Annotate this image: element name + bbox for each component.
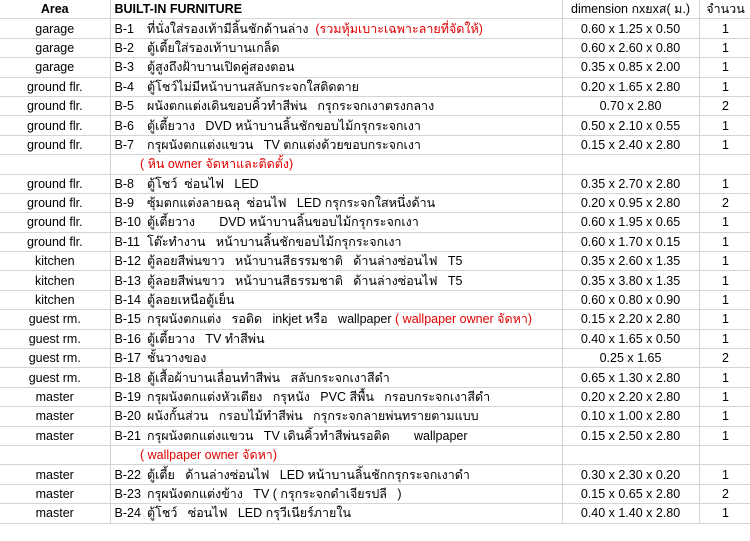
- dimension-cell[interactable]: 0.30 x 2.30 x 0.20: [562, 465, 699, 484]
- description-text: ตู้โชว์ ซ่อนไฟ LED: [147, 176, 259, 191]
- table-row: [0, 232, 750, 251]
- table-row: [0, 252, 750, 271]
- quantity-cell[interactable]: 1: [699, 58, 750, 77]
- table-row: [0, 329, 750, 348]
- dimension-cell[interactable]: 0.35 x 3.80 x 1.35: [562, 271, 699, 290]
- quantity-cell[interactable]: 1: [699, 271, 750, 290]
- header-title[interactable]: BUILT-IN FURNITURE: [110, 0, 562, 19]
- header-area[interactable]: Area: [0, 0, 110, 19]
- description-cell[interactable]: [145, 252, 562, 271]
- area-cell[interactable]: ground flr.: [0, 116, 110, 135]
- quantity-cell[interactable]: 1: [699, 465, 750, 484]
- area-cell[interactable]: ground flr.: [0, 135, 110, 154]
- description-cell[interactable]: [145, 232, 562, 251]
- area-cell[interactable]: guest rm.: [0, 329, 110, 348]
- table-row: [0, 290, 750, 309]
- note-cell[interactable]: ( wallpaper owner จัดหา): [140, 445, 557, 464]
- area-cell[interactable]: ground flr.: [0, 96, 110, 115]
- dimension-cell[interactable]: 0.15 x 2.50 x 2.80: [562, 426, 699, 445]
- description-cell[interactable]: [145, 19, 562, 38]
- description-cell[interactable]: [145, 290, 562, 309]
- description-text: ตู้สูงถึงฝ้าบานเปิดคู่สองตอน: [147, 60, 295, 75]
- quantity-cell[interactable]: 1: [699, 19, 750, 38]
- description-cell[interactable]: [145, 77, 562, 96]
- dimension-cell[interactable]: 0.35 x 2.60 x 1.35: [562, 252, 699, 271]
- description-text: โต๊ะทำงาน หน้าบานลิ้นชักขอบไม้กรุกระจกเงา: [147, 234, 402, 249]
- description-text: ตู้เตี้ยวาง TV ทำสีพ่น: [147, 331, 265, 346]
- area-cell[interactable]: ground flr.: [0, 174, 110, 193]
- quantity-cell[interactable]: 1: [699, 135, 750, 154]
- code-cell[interactable]: B-7: [110, 135, 145, 154]
- quantity-cell[interactable]: 1: [699, 174, 750, 193]
- empty-cell[interactable]: [562, 155, 699, 174]
- quantity-cell[interactable]: 1: [699, 77, 750, 96]
- quantity-cell[interactable]: 2: [699, 96, 750, 115]
- empty-cell[interactable]: [699, 155, 750, 174]
- table-row: [0, 174, 750, 193]
- area-cell[interactable]: ground flr.: [0, 77, 110, 96]
- description-cell[interactable]: [145, 368, 562, 387]
- table-row: [0, 19, 750, 38]
- description-text: กรุผนังตกแต่งแขวน TV ตกแต่งด้วยขอบกระจกเงา: [147, 137, 421, 152]
- code-cell[interactable]: B-12: [110, 252, 145, 271]
- code-cell[interactable]: B-1: [110, 19, 145, 38]
- dimension-cell[interactable]: 0.10 x 1.00 x 2.80: [562, 407, 699, 426]
- empty-cell[interactable]: [0, 445, 110, 464]
- description-text: ตู้ลอยสีพ่นขาว หน้าบานสีธรรมชาติ ด้านล่างซ่อนไฟ T5: [147, 273, 463, 288]
- note-row: [0, 155, 750, 174]
- quantity-cell[interactable]: 1: [699, 232, 750, 251]
- description-cell[interactable]: [145, 193, 562, 212]
- code-cell[interactable]: B-19: [110, 387, 145, 406]
- description-text: ตู้เตี้ยใส่รองเท้าบานเกล็ด: [147, 40, 280, 55]
- table-row: [0, 116, 750, 135]
- code-cell[interactable]: B-10: [110, 213, 145, 232]
- description-text: ตู้ลอยสีพ่นขาว หน้าบานสีธรรมชาติ ด้านล่างซ่อนไฟ T5: [147, 254, 463, 269]
- area-cell[interactable]: master: [0, 484, 110, 503]
- code-cell[interactable]: B-20: [110, 407, 145, 426]
- quantity-cell[interactable]: 1: [699, 329, 750, 348]
- description-cell[interactable]: [145, 349, 562, 368]
- red-note-text: ( wallpaper owner จัดหา): [391, 312, 533, 327]
- quantity-cell[interactable]: 1: [699, 213, 750, 232]
- code-cell[interactable]: B-8: [110, 174, 145, 193]
- red-note-text: (รวมหุ้มเบาะเฉพาะลายที่จัดให้): [315, 21, 483, 36]
- quantity-cell[interactable]: 1: [699, 252, 750, 271]
- dimension-cell[interactable]: 0.35 x 2.70 x 2.80: [562, 174, 699, 193]
- description-cell[interactable]: [145, 58, 562, 77]
- dimension-cell[interactable]: 0.60 x 1.70 x 0.15: [562, 232, 699, 251]
- area-cell[interactable]: master: [0, 426, 110, 445]
- description-cell[interactable]: [145, 407, 562, 426]
- dimension-cell[interactable]: 0.65 x 1.30 x 2.80: [562, 368, 699, 387]
- description-text: ที่นั่งใส่รองเท้ามีลิ้นชักด้านล่าง: [147, 21, 316, 36]
- code-cell[interactable]: B-4: [110, 77, 145, 96]
- description-cell[interactable]: [145, 271, 562, 290]
- code-cell[interactable]: B-23: [110, 484, 145, 503]
- code-cell[interactable]: B-14: [110, 290, 145, 309]
- area-cell[interactable]: guest rm.: [0, 349, 110, 368]
- code-cell[interactable]: B-3: [110, 58, 145, 77]
- table-row: [0, 193, 750, 212]
- table-row: [0, 465, 750, 484]
- area-cell[interactable]: master: [0, 407, 110, 426]
- area-cell[interactable]: master: [0, 504, 110, 523]
- table-row: [0, 504, 750, 523]
- dimension-cell[interactable]: 0.20 x 0.95 x 2.80: [562, 193, 699, 212]
- description-text: ตู้เตี้ย ด้านล่างซ่อนไฟ LED หน้าบานลิ้นชักกรุกระจกเงาดำ: [147, 467, 470, 482]
- description-text: ตู้โชว์ไม่มีหน้าบานสลับกระจกใสติดตาย: [147, 79, 359, 94]
- dimension-cell[interactable]: 0.40 x 1.65 x 0.50: [562, 329, 699, 348]
- description-cell[interactable]: [145, 426, 562, 445]
- table-row: [0, 484, 750, 503]
- description-text: ตู้ลอยเหนือตู้เย็น: [147, 293, 235, 308]
- table-row: [0, 407, 750, 426]
- code-cell[interactable]: B-11: [110, 232, 145, 251]
- area-cell[interactable]: garage: [0, 38, 110, 57]
- description-cell[interactable]: [145, 174, 562, 193]
- code-cell[interactable]: B-6: [110, 116, 145, 135]
- dimension-cell[interactable]: 0.60 x 2.60 x 0.80: [562, 38, 699, 57]
- table-row: [0, 38, 750, 57]
- dimension-cell[interactable]: 0.60 x 1.95 x 0.65: [562, 213, 699, 232]
- quantity-cell[interactable]: 1: [699, 290, 750, 309]
- quantity-cell[interactable]: 1: [699, 116, 750, 135]
- area-cell[interactable]: ground flr.: [0, 232, 110, 251]
- description-text: ตู้โชว์ ซ่อนไฟ LED กรุวีเนียร์ภายใน: [147, 506, 352, 521]
- quantity-cell[interactable]: 1: [699, 38, 750, 57]
- area-cell[interactable]: guest rm.: [0, 368, 110, 387]
- code-cell[interactable]: B-24: [110, 504, 145, 523]
- header-qty[interactable]: จำนวน: [699, 0, 750, 19]
- code-cell[interactable]: B-15: [110, 310, 145, 329]
- empty-cell[interactable]: [699, 445, 750, 464]
- description-cell[interactable]: [145, 387, 562, 406]
- table-row: [0, 426, 750, 445]
- area-cell[interactable]: master: [0, 387, 110, 406]
- description-text: กรุผนังตกแต่ง รอติด inkjet หรือ wallpaper: [147, 312, 392, 327]
- table-row: [0, 349, 750, 368]
- description-text: ผนังตกแต่งเดินขอบคิ้วทำสีพ่น กรุกระจกเงาตรงกลาง: [147, 99, 435, 114]
- quantity-cell[interactable]: 1: [699, 310, 750, 329]
- area-cell[interactable]: kitchen: [0, 252, 110, 271]
- code-cell[interactable]: B-9: [110, 193, 145, 212]
- description-cell[interactable]: [145, 465, 562, 484]
- table-row: [0, 77, 750, 96]
- quantity-cell[interactable]: 1: [699, 368, 750, 387]
- description-text: ผนังกั้นส่วน กรอบไม้ทำสีพ่น กรุกระจกลายพ่นทรายตามแบบ: [147, 409, 479, 424]
- area-cell[interactable]: kitchen: [0, 271, 110, 290]
- dimension-cell[interactable]: 0.60 x 1.25 x 0.50: [562, 19, 699, 38]
- description-cell[interactable]: [145, 96, 562, 115]
- quantity-cell[interactable]: 2: [699, 193, 750, 212]
- dimension-cell[interactable]: 0.40 x 1.40 x 2.80: [562, 504, 699, 523]
- dimension-cell[interactable]: 0.60 x 0.80 x 0.90: [562, 290, 699, 309]
- description-text: ชั้นวางของ: [147, 351, 207, 366]
- quantity-cell[interactable]: 1: [699, 426, 750, 445]
- description-cell[interactable]: [145, 484, 562, 503]
- table-row: [0, 96, 750, 115]
- code-cell[interactable]: B-22: [110, 465, 145, 484]
- description-text: ตู้เตี้ยวาง DVD หน้าบานลิ้นชักขอบไม้กรุกระจกเงา: [147, 118, 421, 133]
- description-text: ตู้เตี้ยวาง DVD หน้าบานลิ้นขอบไม้กรุกระจกเงา: [147, 215, 419, 230]
- code-cell[interactable]: B-5: [110, 96, 145, 115]
- table-row: [0, 387, 750, 406]
- description-cell[interactable]: [145, 213, 562, 232]
- quantity-cell[interactable]: 2: [699, 349, 750, 368]
- dimension-cell[interactable]: 0.50 x 2.10 x 0.55: [562, 116, 699, 135]
- empty-cell[interactable]: [0, 155, 110, 174]
- description-cell[interactable]: [145, 504, 562, 523]
- empty-cell[interactable]: [562, 445, 699, 464]
- code-cell[interactable]: B-2: [110, 38, 145, 57]
- description-cell[interactable]: [145, 310, 562, 329]
- table-row: [0, 58, 750, 77]
- quantity-cell[interactable]: 1: [699, 407, 750, 426]
- area-cell[interactable]: garage: [0, 19, 110, 38]
- area-cell[interactable]: master: [0, 465, 110, 484]
- quantity-cell[interactable]: 1: [699, 387, 750, 406]
- table-row: [0, 271, 750, 290]
- table-row: [0, 310, 750, 329]
- description-cell[interactable]: [145, 135, 562, 154]
- area-cell[interactable]: ground flr.: [0, 213, 110, 232]
- code-cell[interactable]: B-21: [110, 426, 145, 445]
- dimension-cell[interactable]: 0.25 x 1.65: [562, 349, 699, 368]
- quantity-cell[interactable]: 2: [699, 484, 750, 503]
- dimension-cell[interactable]: 0.20 x 1.65 x 2.80: [562, 77, 699, 96]
- code-cell[interactable]: B-16: [110, 329, 145, 348]
- description-text: กรุผนังตกแต่งข้าง TV ( กรุกระจกดำเจียรปลี ): [147, 486, 402, 501]
- header-dimension[interactable]: dimension กxยxส( ม.): [562, 0, 699, 19]
- area-cell[interactable]: ground flr.: [0, 193, 110, 212]
- table-row: [0, 368, 750, 387]
- area-cell[interactable]: kitchen: [0, 290, 110, 309]
- dimension-cell[interactable]: 0.70 x 2.80: [562, 96, 699, 115]
- code-cell[interactable]: B-13: [110, 271, 145, 290]
- dimension-cell[interactable]: 0.35 x 0.85 x 2.00: [562, 58, 699, 77]
- quantity-cell[interactable]: 1: [699, 504, 750, 523]
- note-row: [0, 445, 750, 464]
- description-cell[interactable]: [145, 116, 562, 135]
- description-text: กรุผนังตกแต่งแขวน TV เดินคิ้วทำสีพ่นรอติด wallpaper: [147, 428, 468, 443]
- description-text: ซุ้มตกแต่งลายฉลุ ซ่อนไฟ LED กรุกระจกใสหนึ่งด้าน: [147, 196, 436, 211]
- description-cell[interactable]: [145, 329, 562, 348]
- description-text: กรุผนังตกแต่งหัวเตียง กรุหนัง PVC สีพื้น กรอบกระจกเงาสีดำ: [147, 390, 491, 404]
- dimension-cell[interactable]: 0.15 x 0.65 x 2.80: [562, 484, 699, 503]
- dimension-cell[interactable]: 0.15 x 2.40 x 2.80: [562, 135, 699, 154]
- area-cell[interactable]: guest rm.: [0, 310, 110, 329]
- header-row: [0, 0, 750, 19]
- table-row: [0, 135, 750, 154]
- code-cell[interactable]: B-17: [110, 349, 145, 368]
- code-cell[interactable]: B-18: [110, 368, 145, 387]
- description-cell[interactable]: [145, 38, 562, 57]
- area-cell[interactable]: garage: [0, 58, 110, 77]
- table-row: [0, 213, 750, 232]
- dimension-cell[interactable]: 0.20 x 2.20 x 2.80: [562, 387, 699, 406]
- dimension-cell[interactable]: 0.15 x 2.20 x 2.80: [562, 310, 699, 329]
- description-text: ตู้เสื้อผ้าบานเลื่อนทำสีพ่น สลับกระจกเงาสีดำ: [147, 370, 390, 385]
- note-cell[interactable]: ( หิน owner จัดหาและติดตั้ง): [140, 155, 557, 174]
